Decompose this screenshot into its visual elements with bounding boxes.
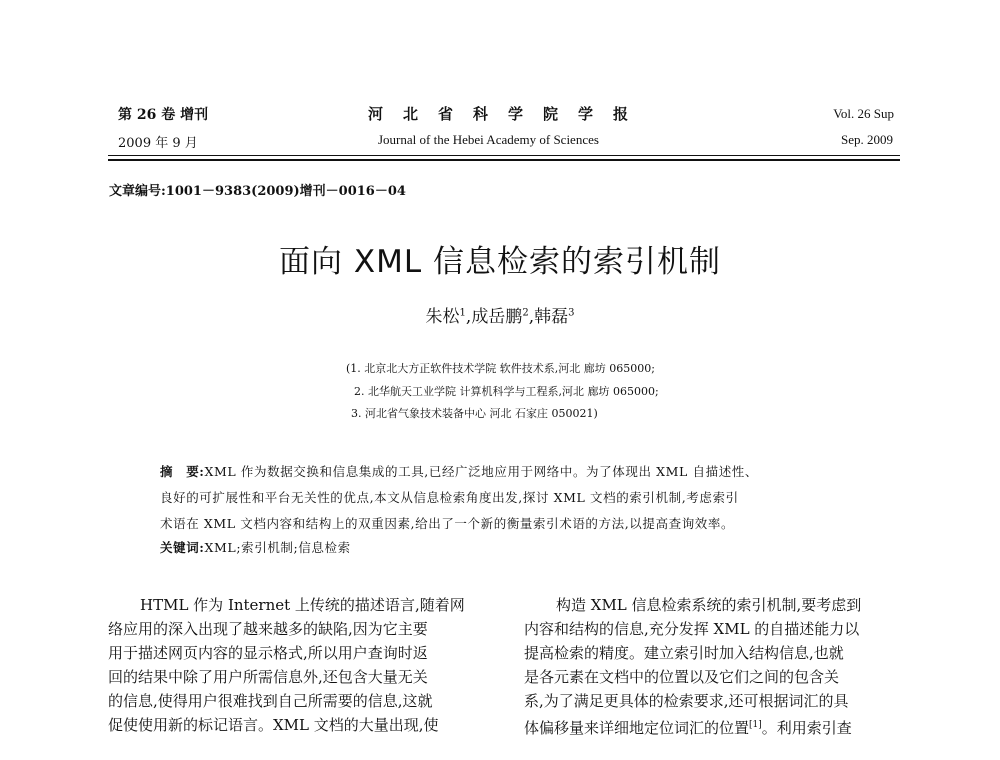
body-column-left <box>108 593 500 737</box>
body-line: 回的结果中除了用户所需信息外,还包含大量无关 <box>108 668 428 686</box>
citation-mark: [1] <box>749 720 762 730</box>
body-line: 的信息,使得用户很难找到自己所需要的信息,这就 <box>108 692 433 710</box>
abstract-line <box>160 462 758 480</box>
body-line: HTML 作为 Internet 上传统的描述语言,随着网 <box>140 596 465 614</box>
journal-name-en: Journal of the Hebei Academy of Sciences <box>378 132 599 147</box>
paper-title: 面向 XML 信息检索的索引机制 <box>279 244 721 280</box>
author-name: 韩磊 <box>534 307 569 327</box>
abstract-text: 术语在 XML 文档内容和结构上的双重因素,给出了一个新的衡量索引术语的方法,以提高查询效率。 <box>160 516 735 531</box>
keywords-label: 关键词: <box>160 540 205 555</box>
abstract-label: 摘 要: <box>160 464 205 479</box>
journal-name-cn: 河北省科学院学报 <box>368 105 649 123</box>
author-mark: 1 <box>459 307 466 319</box>
volume-label-en: Vol. 26 Sup <box>833 106 894 121</box>
body-line <box>524 713 904 737</box>
abstract-line <box>160 514 734 532</box>
body-text: 。利用索引查 <box>761 719 852 737</box>
issue-date-cn: 2009 年 9 月 <box>118 136 198 151</box>
affiliation: (1. 北京北大方正软件技术学院 软件技术系,河北 廊坊 065000; <box>346 362 655 375</box>
body-line: 内容和结构的信息,充分发挥 XML 的自描述能力以 <box>524 620 860 638</box>
header-rule-thin <box>108 155 900 156</box>
author-mark: 2 <box>522 307 529 319</box>
body-line: 络应用的深入出现了越来越多的缺陷,因为它主要 <box>108 620 428 638</box>
author-list: 朱松$^1$,成岳鹏$^2$,韩磊$^3$ <box>425 307 575 327</box>
header-rule-thick <box>108 159 900 161</box>
author-mark: 3 <box>568 307 575 319</box>
body-line: 是各元素在文档中的位置以及它们之间的包含关 <box>524 668 840 686</box>
abstract-text: XML 作为数据交换和信息集成的工具,已经广泛地应用于网络中。为了体现出 XML 自描述性、 <box>204 464 759 479</box>
affiliation: 3. 河北省气象技术装备中心 河北 石家庄 050021) <box>351 407 598 420</box>
body-text: 体偏移量来详细地定位词汇的位置 <box>524 719 750 737</box>
body-column-right <box>524 593 904 737</box>
affiliation: 2. 北华航天工业学院 计算机科学与工程系,河北 廊坊 065000; <box>354 385 659 398</box>
keywords-text: XML;索引机制;信息检索 <box>204 540 351 555</box>
body-line: 提高检索的精度。建立索引时加入结构信息,也就 <box>524 644 844 662</box>
article-number: 文章编号:1001－9383(2009)增刊－0016－04 <box>109 184 406 199</box>
body-line: 系,为了满足更具体的检索要求,还可根据词汇的具 <box>524 692 849 710</box>
abstract-text: 良好的可扩展性和平台无关性的优点,本文从信息检索角度出发,探讨 XML 文档的索引机制,考虑索引 <box>160 490 739 505</box>
body-line: 促使使用新的标记语言。XML 文档的大量出现,使 <box>108 716 439 734</box>
issue-date-en: Sep. 2009 <box>841 132 893 147</box>
body-line: 构造 XML 信息检索系统的索引机制,要考虑到 <box>556 596 862 614</box>
abstract-line <box>160 488 739 506</box>
body-line: 用于描述网页内容的显示格式,所以用户查询时返 <box>108 644 428 662</box>
keywords-line <box>160 538 351 556</box>
volume-label: 第 26 卷 增刊 <box>118 107 209 123</box>
author-name: 成岳鹏 <box>471 307 523 327</box>
author-name: 朱松 <box>425 307 460 327</box>
